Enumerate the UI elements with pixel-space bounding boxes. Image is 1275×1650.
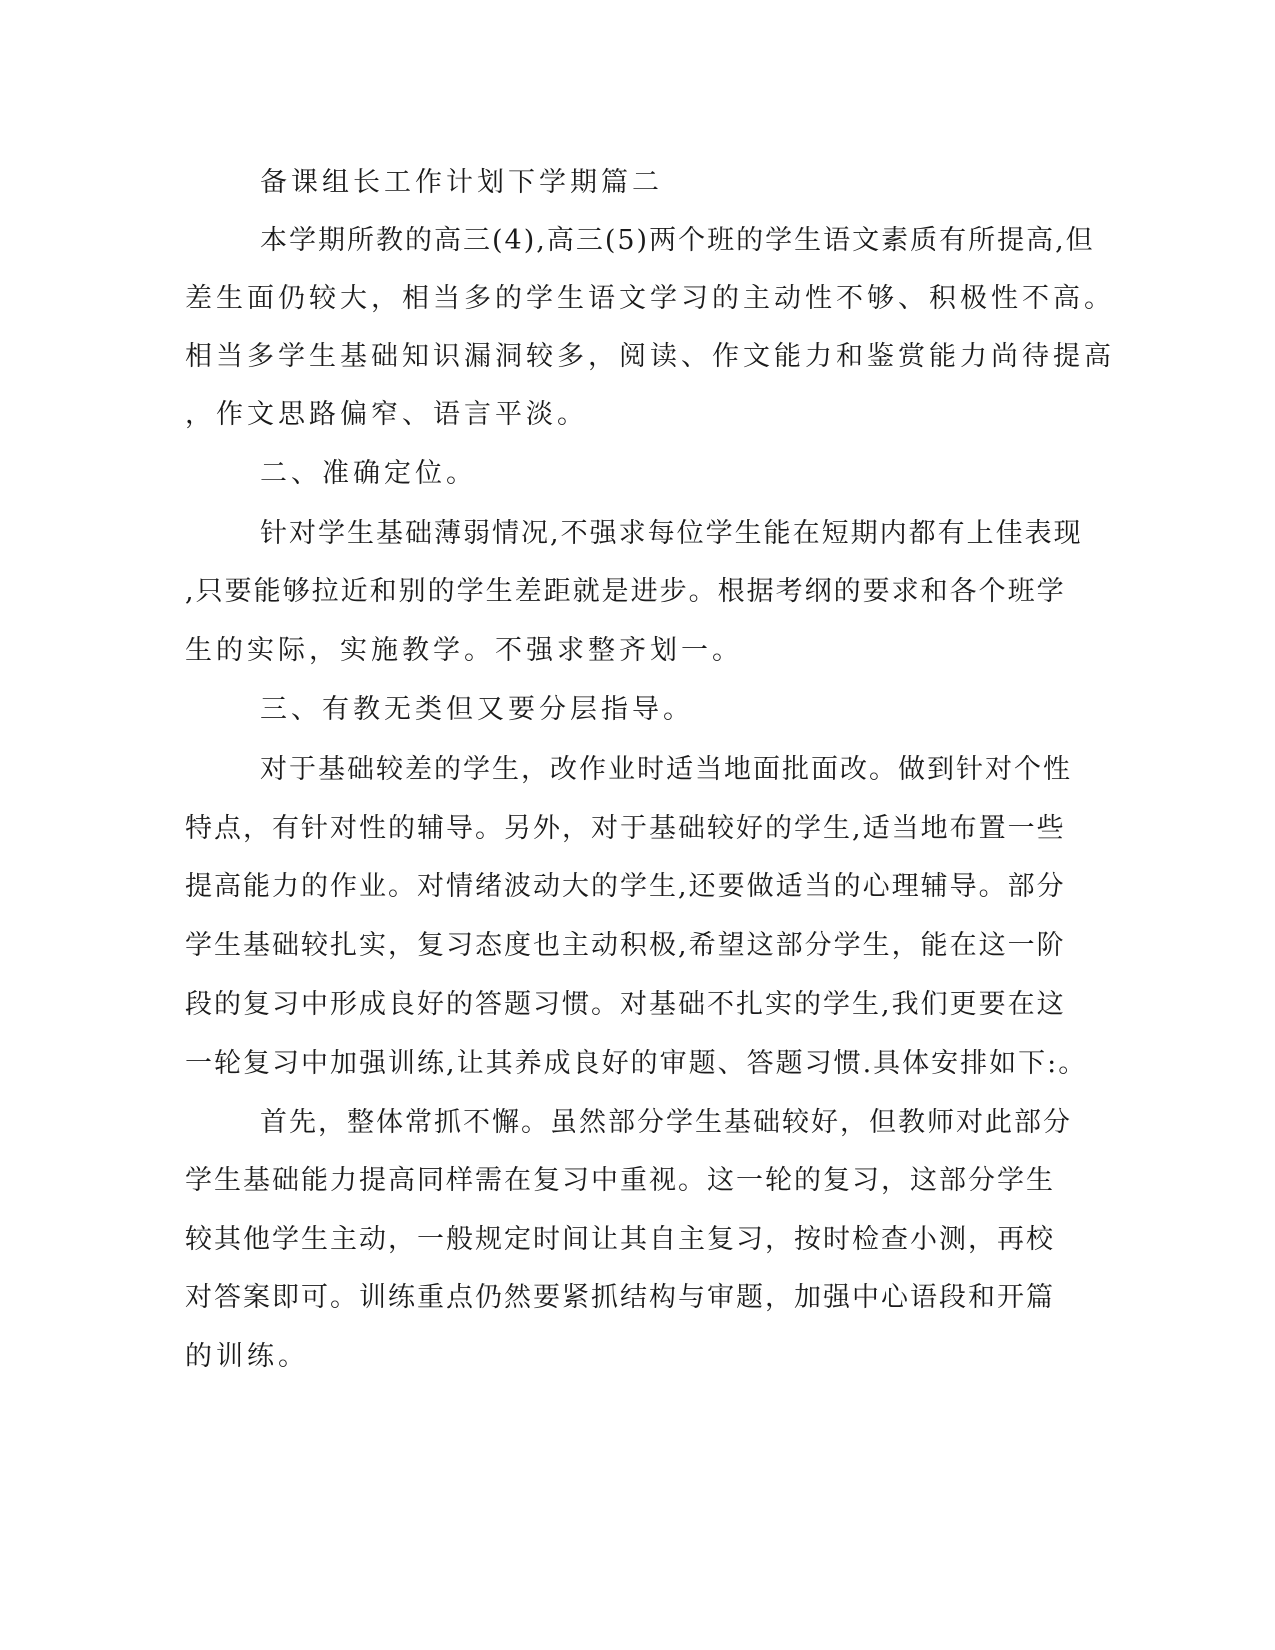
paragraph-line: 生的实际，实施教学。不强求整齐划一。: [185, 635, 743, 666]
paragraph-line: 学生基础能力提高同样需在复习中重视。这一轮的复习，这部分学生: [185, 1165, 1055, 1196]
section-heading: 二、准确定位。: [260, 458, 477, 489]
paragraph-line: 较其他学生主动，一般规定时间让其自主复习，按时检查小测，再校: [185, 1224, 1055, 1255]
paragraph-line: 相当多学生基础知识漏洞较多，阅读、作文能力和鉴赏能力尚待提高: [185, 341, 1115, 372]
paragraph-line: 学生基础较扎实，复习态度也主动积极,希望这部分学生，能在这一阶: [185, 930, 1066, 961]
paragraph-line: 本学期所教的高三(4),高三(5)两个班的学生语文素质有所提高,但: [260, 225, 1095, 256]
section-heading: 三、有教无类但又要分层指导。: [260, 694, 694, 725]
paragraph-line: 首先，整体常抓不懈。虽然部分学生基础较好，但教师对此部分: [260, 1107, 1072, 1138]
paragraph-line: 差生面仍较大，相当多的学生语文学习的主动性不够、积极性不高。: [185, 283, 1115, 314]
paragraph-line: 对于基础较差的学生，改作业时适当地面批面改。做到针对个性: [260, 754, 1072, 785]
paragraph-line: 对答案即可。训练重点仍然要紧抓结构与审题，加强中心语段和开篇: [185, 1282, 1055, 1313]
paragraph-line: 一轮复习中加强训练,让其养成良好的审题、答题习惯.具体安排如下:。: [185, 1048, 1088, 1079]
document-title: 备课组长工作计划下学期篇二: [260, 167, 663, 198]
paragraph-line: 的训练。: [185, 1341, 309, 1372]
paragraph-line: 针对学生基础薄弱情况,不强求每位学生能在短期内都有上佳表现: [260, 518, 1083, 549]
paragraph-line: ,只要能够拉近和别的学生差距就是进步。根据考纲的要求和各个班学: [185, 576, 1066, 607]
paragraph-line: 提高能力的作业。对情绪波动大的学生,还要做适当的心理辅导。部分: [185, 871, 1066, 902]
paragraph-line: ，作文思路偏窄、语言平淡。: [185, 399, 588, 430]
paragraph-line: 特点，有针对性的辅导。另外，对于基础较好的学生,适当地布置一些: [185, 813, 1066, 844]
paragraph-line: 段的复习中形成良好的答题习惯。对基础不扎实的学生,我们更要在这: [185, 989, 1066, 1020]
